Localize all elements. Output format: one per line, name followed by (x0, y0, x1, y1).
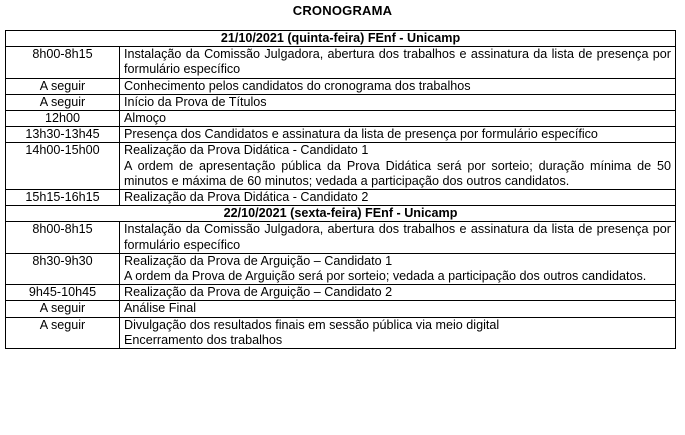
description-line: Instalação da Comissão Julgadora, abertura dos trabalhos e assinatura da lista de presença por formulário específico (124, 47, 671, 77)
time-cell: 9h45-10h45 (6, 285, 120, 301)
description-line: Realização da Prova de Arguição – Candidato 1 (124, 253, 393, 268)
day-header-row (6, 206, 676, 222)
description-cell (120, 94, 676, 110)
time-cell: A seguir (6, 78, 120, 94)
description-cell (120, 285, 676, 301)
day-header-row (6, 31, 676, 47)
description-cell (120, 222, 676, 253)
table-row (6, 111, 676, 127)
schedule-table (5, 30, 676, 349)
description-line: Análise Final (124, 301, 197, 316)
table-row (6, 190, 676, 206)
page-title: CRONOGRAMA (292, 3, 393, 18)
time-cell: 14h00-15h00 (6, 143, 120, 190)
time-cell: 15h15-16h15 (6, 190, 120, 206)
description-line: Início da Prova de Títulos (124, 94, 267, 109)
table-row (6, 222, 676, 253)
time-cell: 8h30-9h30 (6, 253, 120, 284)
description-line: Realização da Prova Didática - Candidato 1 (124, 143, 369, 158)
table-row (6, 253, 676, 284)
description-cell (120, 253, 676, 284)
description-line: Almoço (124, 111, 166, 126)
description-line: Divulgação dos resultados finais em sessão pública via meio digital (124, 317, 500, 332)
table-row (6, 127, 676, 143)
description-line: Encerramento dos trabalhos (124, 332, 283, 347)
time-cell: 8h00-8h15 (6, 222, 120, 253)
table-row (6, 285, 676, 301)
time-cell: A seguir (6, 301, 120, 317)
table-row (6, 317, 676, 348)
description-cell (120, 190, 676, 206)
day-header: 22/10/2021 (sexta-feira) FEnf - Unicamp (6, 206, 676, 222)
table-row (6, 94, 676, 110)
table-row (6, 143, 676, 190)
time-cell: 8h00-8h15 (6, 47, 120, 78)
time-cell: 13h30-13h45 (6, 127, 120, 143)
time-cell: A seguir (6, 317, 120, 348)
table-row (6, 301, 676, 317)
description-cell (120, 143, 676, 190)
table-row (6, 47, 676, 78)
description-cell (120, 317, 676, 348)
description-cell (120, 78, 676, 94)
description-cell (120, 111, 676, 127)
description-cell (120, 301, 676, 317)
description-cell (120, 47, 676, 78)
description-line: Realização da Prova de Arguição – Candidato 2 (124, 285, 393, 300)
description-cell (120, 127, 676, 143)
time-cell: 12h00 (6, 111, 120, 127)
description-line: Presença dos Candidatos e assinatura da lista de presença por formulário específico (124, 127, 598, 142)
description-line: Instalação da Comissão Julgadora, abertura dos trabalhos e assinatura da lista de presença por formulário específico (124, 222, 671, 252)
description-line: A ordem da Prova de Arguição será por sorteio; vedada a participação dos outros candidatos. (124, 269, 647, 284)
description-line: Realização da Prova Didática - Candidato 2 (124, 190, 369, 205)
description-line: Conhecimento pelos candidatos do cronograma dos trabalhos (124, 78, 471, 93)
time-cell: A seguir (6, 94, 120, 110)
day-header: 21/10/2021 (quinta-feira) FEnf - Unicamp (6, 31, 676, 47)
table-row (6, 78, 676, 94)
description-line: A ordem de apresentação pública da Prova Didática será por sorteio; duração mínima de 50 minutos e máxima de 60 minutos; vedada a participação dos outros candidatos. (124, 158, 671, 188)
